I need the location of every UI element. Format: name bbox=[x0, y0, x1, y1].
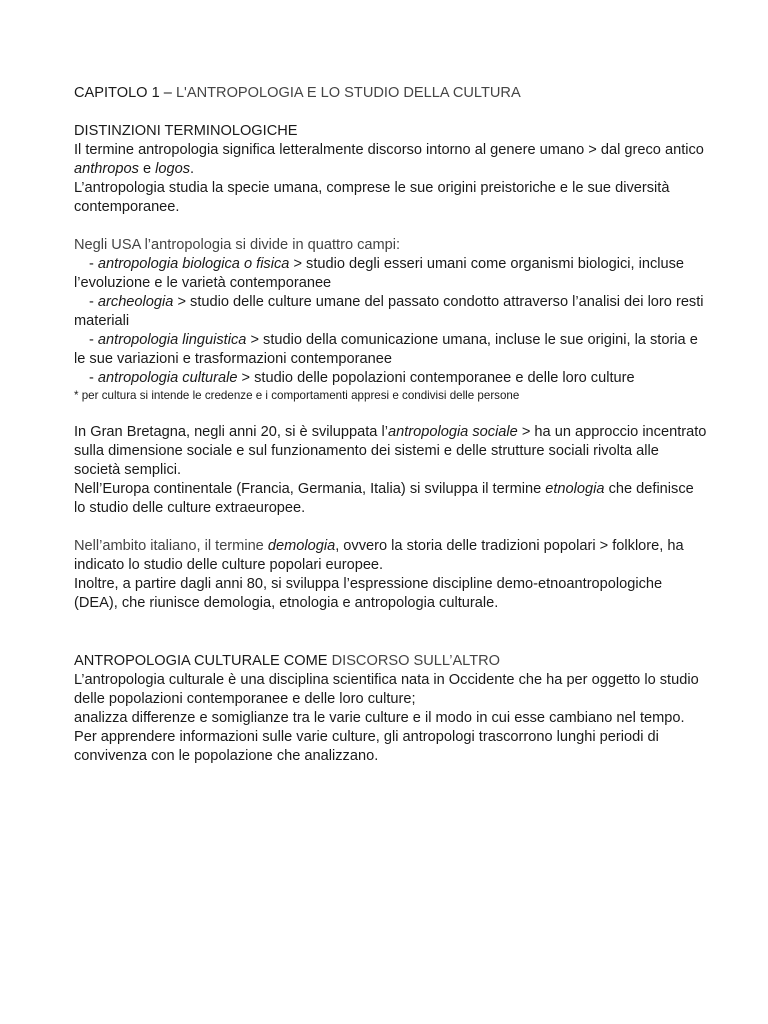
paragraph-dea: Inoltre, a partire dagli anni 80, si sviluppa l’espressione discipline demo-etnoantropologiche (DEA), che riunisce demologia, etnologia e antropologia culturale. bbox=[74, 576, 663, 611]
paragraph-britain: In Gran Bretagna, negli anni 20, si è sviluppata l’antropologia sociale > ha un approccio incentrato sulla dimensione sociale e sul funzionamento dei sistemi e delle strutture sociali rivolta alle società semplici. bbox=[74, 424, 707, 478]
field-item: - antropologia biologica o fisica > studio degli esseri umani come organismi biologici, incluse l’evoluzione e le varietà contemporanee bbox=[74, 256, 685, 291]
paragraph-definition: Il termine antropologia significa letteralmente discorso intorno al genere umano > dal greco antico anthropos e logos. bbox=[74, 142, 704, 177]
paragraph-europe: Nell’Europa continentale (Francia, Germania, Italia) si sviluppa il termine etnologia che definisce lo studio delle culture extraeuropee. bbox=[74, 481, 694, 516]
paragraph-italy: Nell’ambito italiano, il termine demologia, ovvero la storia delle tradizioni popolari > folklore, ha indicato lo studio delle culture popolari europee. bbox=[74, 538, 684, 573]
field-term: antropologia culturale bbox=[97, 370, 238, 386]
section-heading-terminology: DISTINZIONI TERMINOLOGICHE bbox=[74, 123, 298, 139]
field-item: - antropologia culturale > studio delle popolazioni contemporanee e delle loro culture bbox=[89, 370, 635, 386]
chapter-label: CAPITOLO 1 bbox=[74, 85, 160, 101]
paragraph-culture-method: Per apprendere informazioni sulle varie culture, gli antropologi trascorrono lunghi periodi di convivenza con le popolazione che analizzano. bbox=[74, 729, 659, 764]
field-term: archeologia bbox=[97, 294, 174, 310]
field-term: antropologia linguistica bbox=[97, 332, 247, 348]
field-term: antropologia biologica o fisica bbox=[97, 256, 290, 272]
field-item: - archeologia > studio delle culture umane del passato condotto attraverso l’analisi dei loro resti materiali bbox=[74, 294, 704, 329]
fields-intro: Negli USA l’antropologia si divide in quattro campi: bbox=[74, 237, 401, 253]
paragraph-scope: L’antropologia studia la specie umana, comprese le sue origini preistoriche e le sue diversità contemporanee. bbox=[74, 180, 670, 215]
chapter-name: L'ANTROPOLOGIA E LO STUDIO DELLA CULTURA bbox=[175, 85, 521, 101]
paragraph-culture-analysis: analizza differenze e somiglianze tra le varie culture e il modo in cui esse cambiano nel tempo. bbox=[74, 710, 685, 726]
field-item: - antropologia linguistica > studio della comunicazione umana, incluse le sue origini, la storia e le sue variazioni e trasformazioni contemporanee bbox=[74, 332, 698, 367]
paragraph-culture-definition: L’antropologia culturale è una disciplina scientifica nata in Occidente che ha per oggetto lo studio delle popolazioni contemporanee e delle loro culture; bbox=[74, 672, 699, 707]
chapter-title: CAPITOLO 1 – L'ANTROPOLOGIA E LO STUDIO DELLA CULTURA bbox=[74, 85, 521, 101]
footnote: * per cultura si intende le credenze e i comportamenti appresi e condivisi delle persone bbox=[74, 389, 520, 402]
section-heading-culture: ANTROPOLOGIA CULTURALE COME DISCORSO SULL’ALTRO bbox=[74, 653, 501, 669]
